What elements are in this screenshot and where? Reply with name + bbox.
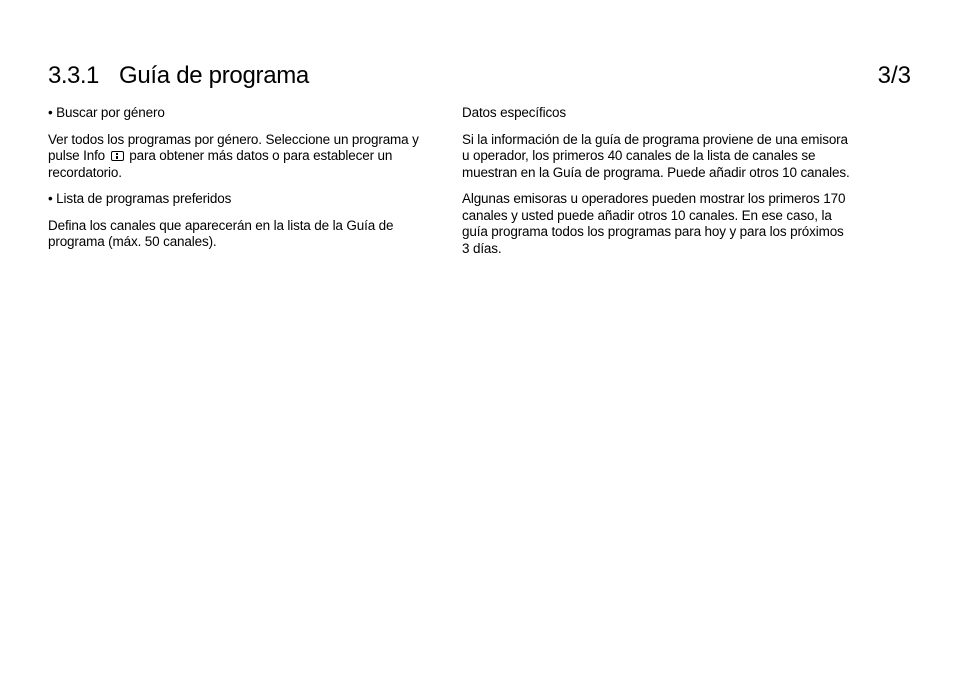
paragraph-genero-text-start: Ver todos los programas por género. Seleccione un programa y pulse Info xyxy=(48,131,419,163)
page-indicator: 3/3 xyxy=(877,62,911,89)
bullet-buscar-por-genero: • Buscar por género xyxy=(48,105,165,120)
paragraph-genero-text-end: para obtener más datos o para establecer un recordatorio. xyxy=(48,148,393,180)
paragraph-datos-2: Algunas emisoras u operadores pueden mostrar los primeros 170 canales y usted puede añadir otros 10 canales. En ese caso, la guía programa todos los programas para hoy y para los próximos 3 días. xyxy=(462,191,846,256)
section-number: 3.3.1 xyxy=(48,62,99,89)
paragraph-datos-1: Si la información de la guía de programa proviene de una emisora u operador, los primeros 40 canales de la lista de canales se muestran en la Guía de programa. Puede añadir otros 10 canales. xyxy=(462,131,850,180)
page-header xyxy=(48,60,911,92)
bullet-lista-preferidos: • Lista de programas preferidos xyxy=(48,191,232,206)
right-column xyxy=(462,105,852,267)
info-icon xyxy=(111,151,124,161)
left-column xyxy=(48,105,433,261)
paragraph-preferidos: Defina los canales que aparecerán en la lista de la Guía de programa (máx. 50 canales). xyxy=(48,217,394,249)
paragraph-genero xyxy=(48,132,433,182)
heading-datos-especificos: Datos específicos xyxy=(462,105,566,120)
page-title: Guía de programa xyxy=(119,62,309,89)
